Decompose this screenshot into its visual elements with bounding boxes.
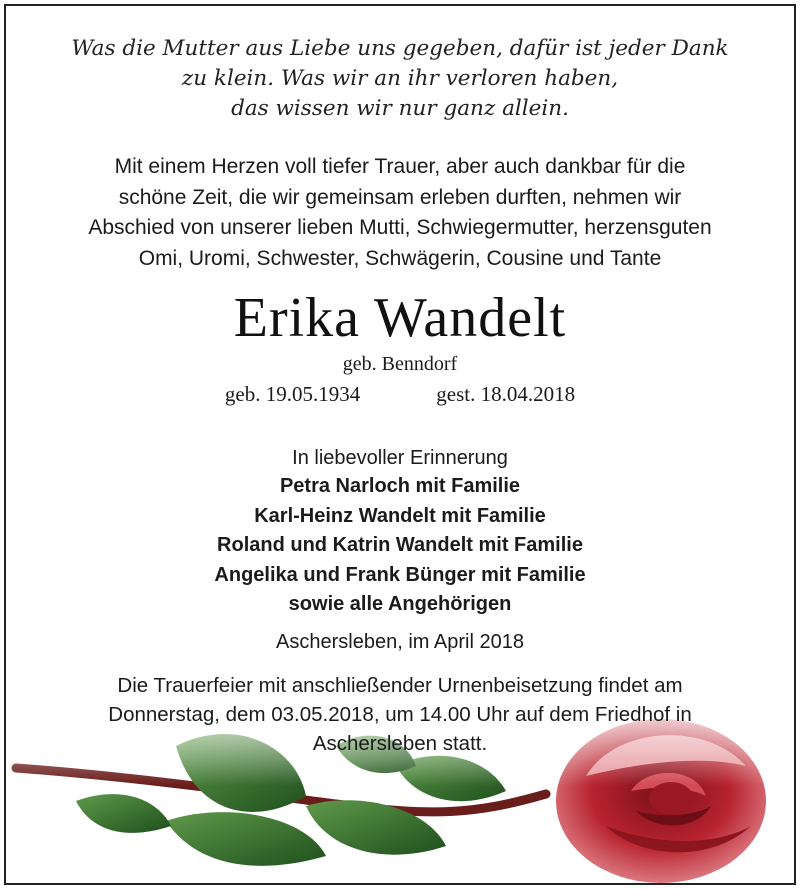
funeral-notice — [6, 671, 794, 758]
farewell-line: Mit einem Herzen voll tiefer Trauer, aber auch dankbar für die — [114, 155, 686, 178]
deceased-name: Erika Wandelt — [233, 287, 567, 349]
funeral-line: Die Trauerfeier mit anschließender Urnenbeisetzung findet am — [117, 674, 683, 697]
farewell-text — [6, 152, 794, 274]
memory-heading: In liebevoller Erinnerung — [292, 447, 508, 469]
mourner: Petra Narloch mit Familie — [279, 475, 521, 497]
farewell-line: Abschied von unserer lieben Mutti, Schwiegermutter, herzensguten — [88, 216, 712, 239]
life-dates — [6, 380, 794, 408]
mourner: Karl-Heinz Wandelt mit Familie — [254, 504, 546, 527]
birth-name: geb. Benndorf — [342, 353, 458, 375]
mourner: Roland und Katrin Wandelt mit Familie — [217, 534, 583, 556]
funeral-line: Aschersleben statt. — [312, 732, 488, 755]
place-date: Aschersleben, im April 2018 — [276, 631, 524, 653]
funeral-line: Donnerstag, dem 03.05.2018, um 14.00 Uhr auf dem Friedhof in — [108, 703, 692, 726]
poem-line: das wissen wir nur ganz allein. — [231, 96, 569, 121]
mourner: sowie alle Angehörigen — [288, 593, 512, 615]
obituary-card — [4, 4, 796, 885]
birth-date: geb. 19.05.1934 — [224, 382, 361, 406]
mourner: Angelika und Frank Bünger mit Familie — [214, 563, 586, 586]
mourners-list — [6, 472, 794, 620]
memorial-poem — [6, 34, 794, 124]
death-date: gest. 18.04.2018 — [436, 382, 576, 406]
poem-line: zu klein. Was wir an ihr verloren haben, — [181, 66, 619, 91]
farewell-line: schöne Zeit, die wir gemeinsam erleben durften, nehmen wir — [118, 185, 682, 209]
farewell-line: Omi, Uromi, Schwester, Schwägerin, Cousine und Tante — [138, 246, 662, 270]
poem-line: Was die Mutter aus Liebe uns gegeben, dafür ist jeder Dank — [71, 36, 729, 61]
